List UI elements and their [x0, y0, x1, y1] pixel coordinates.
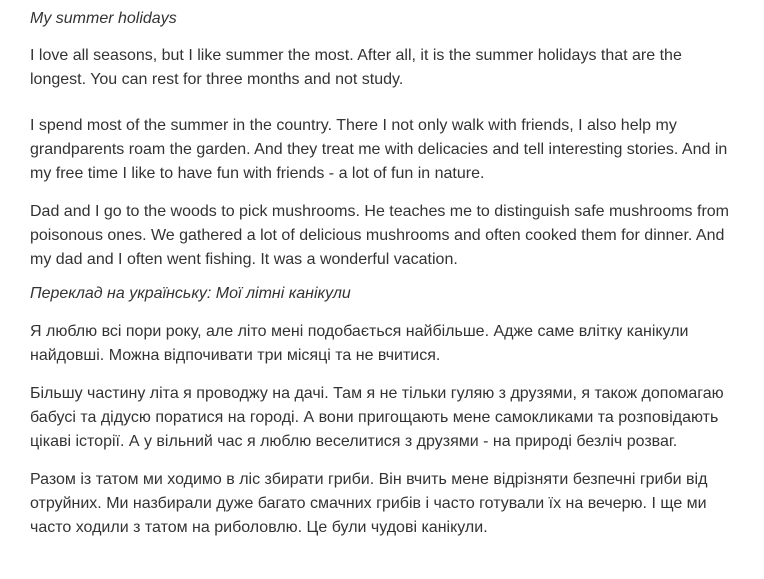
paragraph-uk-3: Разом із татом ми ходимо в ліс збирати гриби. Він вчить мене відрізняти безпечні гриби від отруйних. Ми назбирали дуже багато смачних грибів і часто готували їх на вечерю. І ще ми часто ходили з татом на риболовлю. Це були чудові канікули.: [30, 471, 708, 536]
paragraph-en-3: Dad and I go to the woods to pick mushrooms. He teaches me to distinguish safe mushrooms from poisonous ones. We gathered a lot of delicious mushrooms and often cooked them for dinner. And my dad and I often went fishing. It was a wonderful vacation.: [30, 203, 729, 268]
paragraph-en-2: I spend most of the summer in the country. There I not only walk with friends, I also help my grandparents roam the garden. And they treat me with delicacies and tell interesting stories. And in my free time I like to have fun with friends - a lot of fun in nature.: [30, 117, 728, 182]
translation-title: Переклад на українську: Мої літні канікули: [30, 285, 351, 302]
paragraph-uk-2: Більшу частину літа я проводжу на дачі. Там я не тільки гуляю з друзями, я також допомагаю бабусі та дідусю поратися на городі. А вони пригощають мене самокликами та розповідають цікаві історії. А у вільний час я люблю веселитися з друзями - на природі безліч розваг.: [30, 385, 724, 450]
paragraph-en-1: I love all seasons, but I like summer the most. After all, it is the summer holidays that are the longest. You can rest for three months and not study.: [30, 47, 682, 88]
article-title: My summer holidays: [30, 10, 177, 27]
paragraph-uk-1: Я люблю всі пори року, але літо мені подобається найбільше. Адже саме влітку канікули найдовші. Можна відпочивати три місяці та не вчитися.: [30, 323, 689, 364]
